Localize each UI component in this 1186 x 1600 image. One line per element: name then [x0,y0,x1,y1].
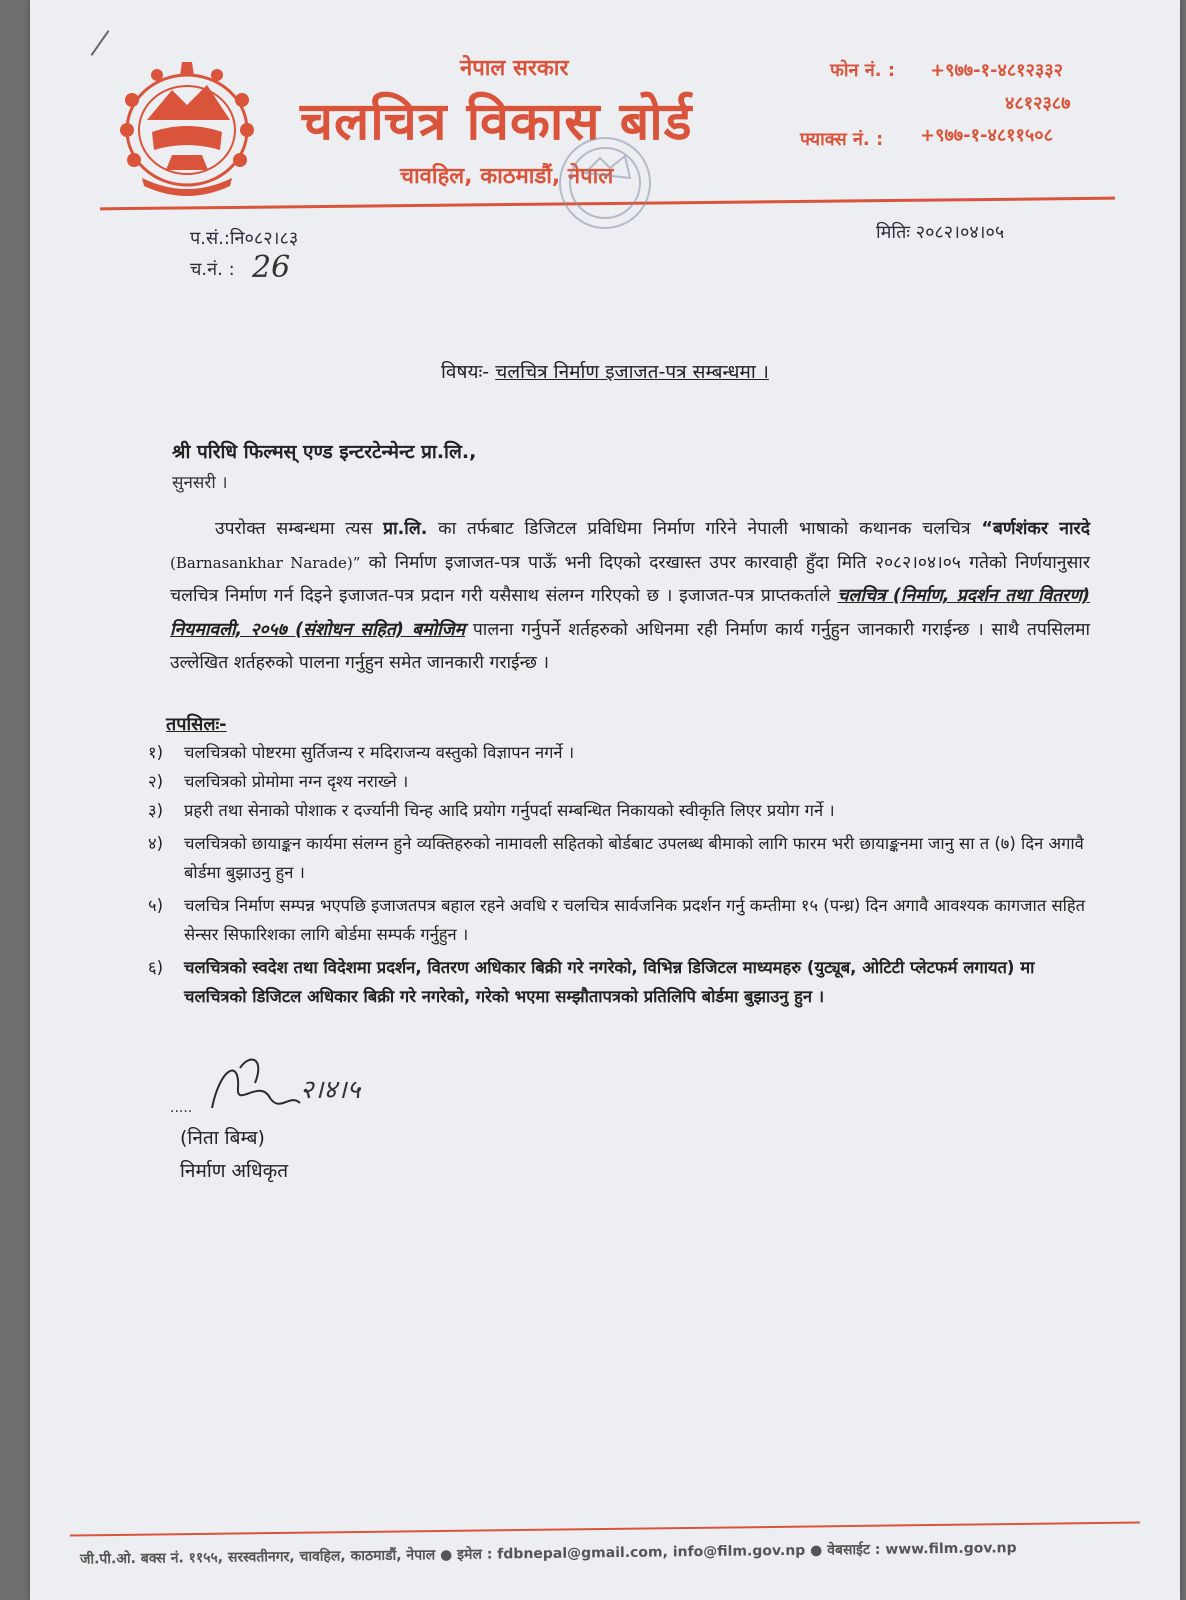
tapsil-item-number: ५) [148,896,164,915]
tapsil-item-number: २) [148,772,164,791]
addressee-location: सुनसरी । [172,473,228,493]
letter-page [30,0,1180,1600]
film-title: “बर्णशंकर नारदे [981,519,1090,539]
body-text-2: का तर्फबाट डिजिटल प्रविधिमा निर्माण गरिने नेपाली भाषाको कथानक चलचित्र [427,519,982,539]
tapsil-item-number: १) [148,743,164,762]
tapsil-item [148,767,1088,796]
tapsil-item-text: प्रहरी तथा सेनाको पोशाक र दर्ज्यानी चिन्ह आदि प्रयोग गर्नुपर्दा सम्बन्धित निकायको स्वीकृति लिएर प्रयोग गर्ने । [184,801,835,820]
tapsil-list [148,738,1088,1011]
letter-date: मितिः २०८२।०४।०५ [876,222,1005,243]
signature-icon [170,1048,410,1128]
tapsil-item-text: चलचित्रको प्रोमोमा नग्न दृश्य नराख्ने । [184,772,409,791]
reference-number: प.सं.:नि०८२।८३ [190,228,299,249]
svg-text:.....: ..... [170,1100,193,1116]
body-paragraph [170,513,1090,681]
film-title-english: (Barnasankhar Narade)” [170,553,361,572]
tapsil-item-number: ४) [148,834,164,853]
tapsil-item-text: चलचित्र निर्माण सम्पन्न भएपछि इजाजतपत्र बहाल रहने अवधि र चलचित्र सार्वजनिक प्रदर्शन गर्नु कम्तीमा १५ (पन्ध्र) दिन अगावै आवश्यक कागजात सहित सेन्सर सिफारिशका लागि बोर्डमा सम्पर्क गर्नुहुन । [184,896,1086,944]
addressee-name: श्री परिधि फिल्मस् एण्ड इन्टरटेन्मेन्ट प्रा.लि., [172,441,477,463]
tapsil-item [148,738,1088,767]
fax-label: फ्याक्स नं. : [800,129,884,150]
footer-divider [70,1521,1140,1536]
body-text-1: उपरोक्त सम्बन्धमा त्यस [215,519,384,539]
pen-mark [91,30,110,56]
tapsil-item-number: ६) [148,958,164,977]
signatory-title: निर्माण अधिकृत [180,1160,289,1182]
signatory-name: (निता बिम्ब) [180,1127,265,1149]
tapsil-item-text: चलचित्रको स्वदेश तथा विदेशमा प्रदर्शन, वितरण अधिकार बिक्री गरे नगरेको, विभिन्न डिजिटल माध्यमहरु (युट्यूब, ओटिटी प्लेटफर्म लगायत) मा चलचित्रको डिजिटल अधिकार बिक्री गरे नगरेको, गरेको भएमा सम्झौतापत्रको प्रतिलिपि बोर्डमा बुझाउनु हुन । [184,958,1035,1006]
fax-number: +९७७-१-४८११५०८ [920,125,1053,146]
phone-label: फोन नं. : [830,60,896,81]
tapsil-item [148,953,1088,1011]
regulation-reference: चलचित्र (निर्माण, प्रदर्शन तथा वितरण) नियमावली, २०५७ (संशोधन सहित) बमोजिम [170,586,1090,640]
organization-name: चलचित्र विकास बोर्ड [300,92,693,152]
subject-line [30,358,1180,384]
subject-text: चलचित्र निर्माण इजाजत-पत्र सम्बन्धमा । [495,361,769,383]
dispatch-number: 26 [252,250,291,285]
phone-number-1: +९७७-१-४८१२३३२ [930,60,1063,81]
phone-number-2: ४८१२३८७ [1005,93,1071,114]
body-text-4: पालना गर्नुपर्ने शर्तहरुको अधिनमा रही निर्माण कार्य गर्नुहुन जानकारी गराईन्छ । साथै तपसिलमा उल्लेखित शर्तहरुको पालना गर्नुहुन समेत जानकारी गराईन्छ । [170,619,1091,673]
organization-address: चावहिल, काठमाडौं, नेपाल [400,164,614,189]
tapsil-item [148,796,1088,825]
tapsil-item-number: ३) [148,801,164,820]
subject-label: विषयः- [440,361,490,383]
tapsil-item-text: चलचित्रको पोष्टरमा सुर्तिजन्य र मदिराजन्य वस्तुको विज्ञापन नगर्ने । [184,743,575,762]
tapsil-item-text: चलचित्रको छायाङ्कन कार्यमा संलग्न हुने व्यक्तिहरुको नामावली सहितको बोर्डबाट उपलब्ध बीमाको लागि फारम भरी छायाङ्कनमा जानु सा त (७) दिन अगावै बोर्डमा बुझाउनु हुन । [184,834,1084,882]
body-text-3: को निर्माण इजाजत-पत्र पाऊँ भनी दिएको दरखास्त उपर कारवाही हुँदा मिति २०८२।०४।०५ गतेको निर्णयानुसार चलचित्र निर्माण गर्न दिइने इजाजत-पत्र प्रदान गरी यसैसाथ संलग्न गरिएको छ । इजाजत-पत्र प्राप्तकर्ताले [170,552,1090,606]
nepal-emblem-icon [112,60,262,200]
footer-contact: जी.पी.ओ. बक्स नं. ११५५, सरस्वतीनगर, चावहिल, काठमाडौं, नेपाल ● इमेल : fdbnepal@gmail.com, info@film.gov.np ● वेबसाईट : www.film.gov.np [79,1540,1017,1568]
tapsil-item [148,829,1088,887]
office-stamp-icon [530,128,680,248]
tapsil-heading: तपसिलः- [166,714,227,735]
signature-date: २।४।५ [300,1075,361,1105]
dispatch-label: च.नं. : [190,259,235,280]
body-company-abbr: प्रा.लि. [383,519,428,539]
tapsil-item [148,891,1088,949]
government-name: नेपाल सरकार [460,56,569,81]
